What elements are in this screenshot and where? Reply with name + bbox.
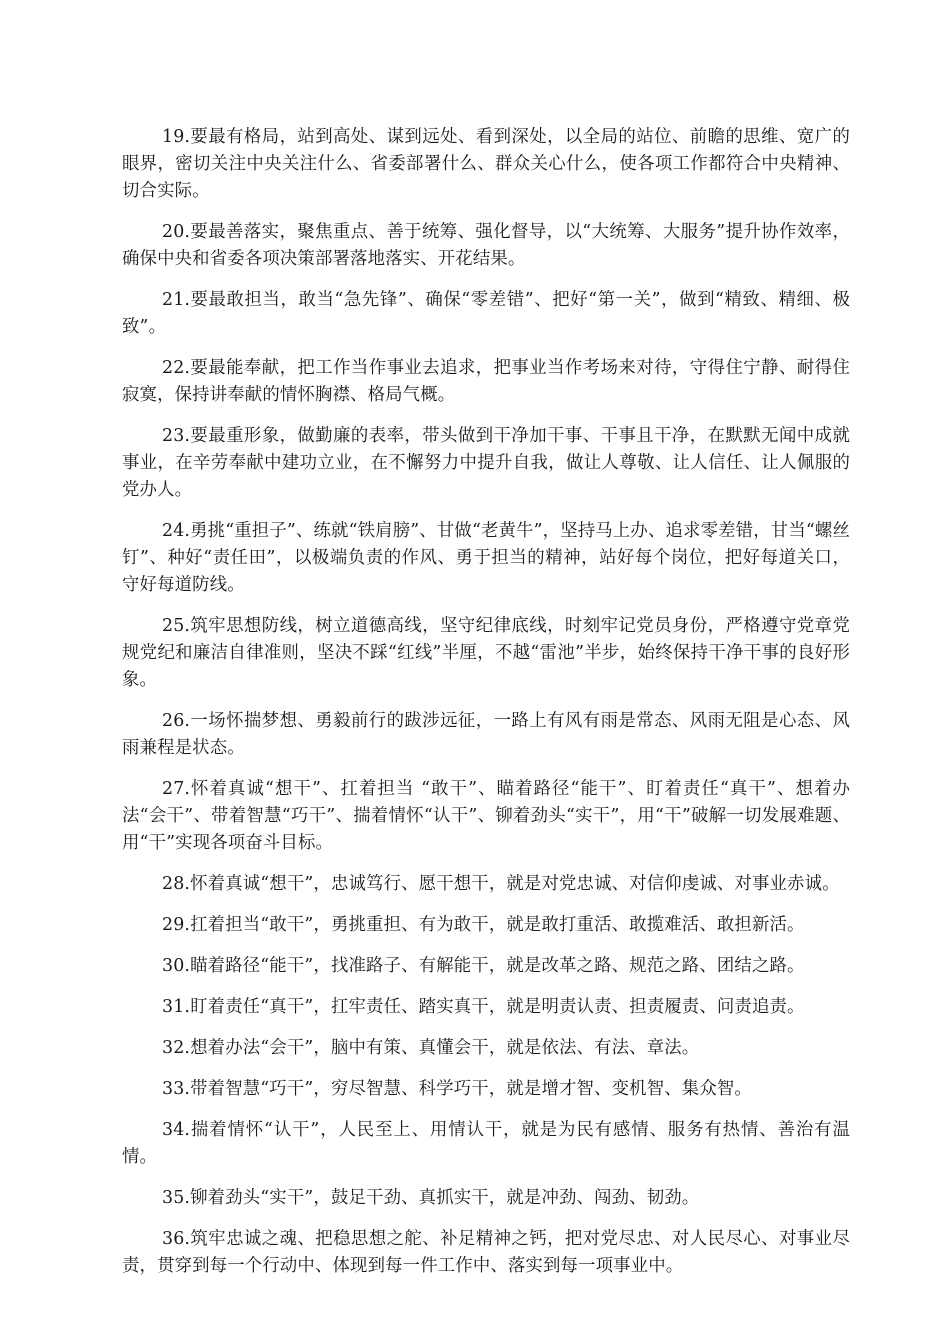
- paragraph-36: 36.筑牢忠诚之魂、把稳思想之舵、补足精神之钙，把对党尽忠、对人民尽心、对事业尽责，贯穿到每一个行动中、体现到每一件工作中、落实到每一项事业中。: [122, 1229, 850, 1276]
- paragraph-21: 21.要最敢担当，敢当“急先锋”、确保“零差错”、把好“第一关”，做到“精致、精细、极致”。: [122, 290, 850, 337]
- paragraph-22: 22.要最能奉献，把工作当作事业去追求，把事业当作考场来对待，守得住宁静、耐得住寂寞，保持讲奉献的情怀胸襟、格局气概。: [122, 358, 850, 405]
- paragraph-23: 23.要最重形象，做勤廉的表率，带头做到干净加干事、干事且干净，在默默无闻中成就事业，在辛劳奉献中建功立业，在不懈努力中提升自我，做让人尊敬、让人信任、让人佩服的党办人。: [122, 426, 850, 500]
- paragraph-24: 24.勇挑“重担子”、练就“铁肩膀”、甘做“老黄牛”，坚持马上办、追求零差错，甘当“螺丝钉”、种好“责任田”，以极端负责的作风、勇于担当的精神，站好每个岗位，把好每道关口，守好每道防线。: [122, 521, 850, 595]
- paragraph-25: 25.筑牢思想防线，树立道德高线，坚守纪律底线，时刻牢记党员身份，严格遵守党章党规党纪和廉洁自律准则，坚决不踩“红线”半厘，不越“雷池”半步，始终保持干净干事的良好形象。: [122, 616, 850, 690]
- paragraph-29: 29.扛着担当“敢干”，勇挑重担、有为敢干，就是敢打重活、敢揽难活、敢担新活。: [162, 915, 805, 935]
- paragraph-20: 20.要最善落实，聚焦重点、善于统筹、强化督导，以“大统筹、大服务”提升协作效率，确保中央和省委各项决策部署落地落实、开花结果。: [122, 222, 850, 269]
- paragraph-35: 35.铆着劲头“实干”，鼓足干劲、真抓实干，就是冲劲、闯劲、韧劲。: [162, 1188, 700, 1208]
- paragraph-28: 28.怀着真诚“想干”，忠诚笃行、愿干想干，就是对党忠诚、对信仰虔诚、对事业赤诚。: [162, 874, 840, 894]
- paragraph-30: 30.瞄着路径“能干”，找准路子、有解能干，就是改革之路、规范之路、团结之路。: [162, 956, 805, 976]
- paragraph-32: 32.想着办法“会干”，脑中有策、真懂会干，就是依法、有法、章法。: [162, 1038, 700, 1058]
- paragraph-34: 34.揣着情怀“认干”，人民至上、用情认干，就是为民有感情、服务有热情、善治有温情。: [122, 1120, 850, 1167]
- paragraph-26: 26.一场怀揣梦想、勇毅前行的跋涉远征，一路上有风有雨是常态、风雨无阻是心态、风雨兼程是状态。: [122, 711, 850, 758]
- paragraph-33: 33.带着智慧“巧干”，穷尽智慧、科学巧干，就是增才智、变机智、集众智。: [162, 1079, 752, 1099]
- paragraph-31: 31.盯着责任“真干”，扛牢责任、踏实真干，就是明责认责、担责履责、问责追责。: [162, 997, 805, 1017]
- paragraph-27: 27.怀着真诚“想干”、扛着担当 “敢干”、瞄着路径“能干”、盯着责任“真干”、想着办法“会干”、带着智慧“巧干”、揣着情怀“认干”、铆着劲头“实干”，用“干”破解一切发展难题、用“干”实现各项奋斗目标。: [122, 779, 850, 853]
- paragraph-19: 19.要最有格局，站到高处、谋到远处、看到深处，以全局的站位、前瞻的思维、宽广的眼界，密切关注中央关注什么、省委部署什么、群众关心什么，使各项工作都符合中央精神、切合实际。: [122, 127, 850, 201]
